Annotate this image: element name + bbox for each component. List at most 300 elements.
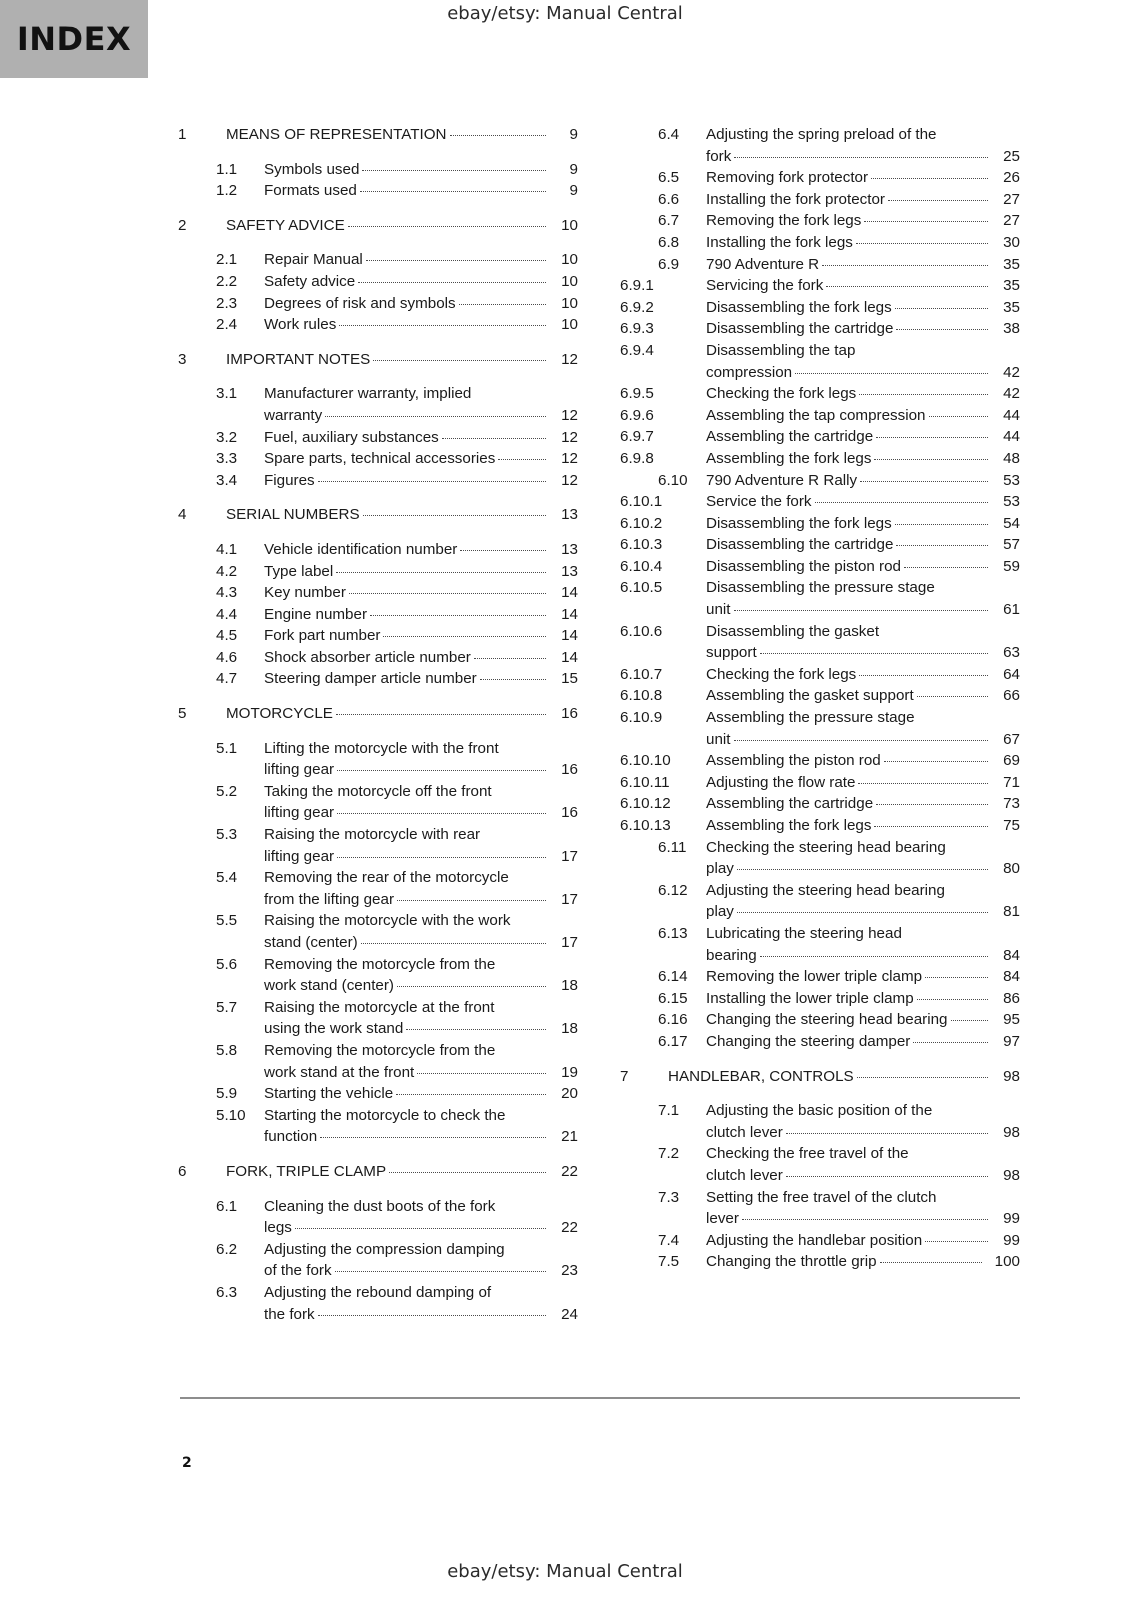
- toc-entry-page: 16: [561, 705, 578, 723]
- toc-entry[interactable]: [178, 668, 578, 690]
- toc-entry[interactable]: [620, 210, 1020, 232]
- toc-entry-page: 27: [1003, 190, 1020, 208]
- toc-entry[interactable]: [620, 318, 1020, 340]
- toc-entry[interactable]: [178, 271, 578, 293]
- toc-entry-number: 1.2: [216, 182, 238, 200]
- toc-entry-title: Steering damper article number: [264, 670, 477, 688]
- toc-entry-page: 15: [561, 670, 578, 688]
- toc-entry-title: Removing the motorcycle from the: [264, 1041, 496, 1059]
- toc-entry[interactable]: [620, 297, 1020, 319]
- toc-entry[interactable]: [620, 1031, 1020, 1053]
- dot-leader: [795, 373, 988, 374]
- toc-entry-number: 6.3: [216, 1283, 238, 1301]
- toc-entry-title-cont: bearing: [706, 946, 757, 964]
- toc-entry-title-cont: lever: [706, 1210, 739, 1228]
- toc-entry-title: Assembling the fork legs: [706, 817, 872, 834]
- toc-entry-title-cont: support: [706, 644, 757, 662]
- toc-entry-title: Checking the fork legs: [706, 665, 857, 683]
- toc-entry[interactable]: [178, 1196, 578, 1239]
- toc-entry-title-block: [264, 1196, 578, 1239]
- dot-leader: [396, 1094, 546, 1095]
- toc-entry-title-cont: lifting gear: [264, 804, 335, 822]
- toc-entry-title-cont: function: [264, 1128, 318, 1146]
- toc-entry-title: Cleaning the dust boots of the fork: [264, 1197, 496, 1215]
- toc-entry-page: 98: [1003, 1067, 1020, 1085]
- toc-entry[interactable]: [178, 383, 578, 426]
- toc-entry-title: Adjusting the handlebar position: [706, 1231, 923, 1249]
- toc-entry-number: 2.4: [216, 316, 238, 334]
- dot-leader: [913, 1042, 988, 1043]
- toc-entry[interactable]: [620, 707, 1020, 750]
- toc-entry[interactable]: [620, 815, 1020, 837]
- toc-entry-title-block: [264, 824, 578, 867]
- dot-leader: [337, 857, 546, 858]
- toc-entry[interactable]: [620, 1251, 1020, 1273]
- toc-entry[interactable]: [178, 1083, 578, 1105]
- toc-entry-number: 6.6: [658, 190, 680, 208]
- dot-leader: [450, 135, 546, 136]
- dot-leader: [917, 999, 988, 1000]
- toc-entry[interactable]: [620, 254, 1020, 276]
- toc-entry-page: 99: [1003, 1210, 1020, 1228]
- toc-entry-page: 13: [561, 506, 578, 524]
- dot-leader: [363, 515, 546, 516]
- toc-entry-number: 5: [178, 705, 187, 723]
- toc-entry-title: Disassembling the fork legs: [706, 514, 892, 532]
- toc-entry-page: 44: [1003, 428, 1020, 446]
- toc-entry-number: 6.9.3: [620, 320, 654, 338]
- toc-entry-title-block: [264, 539, 578, 561]
- toc-entry-number: 6.9.1: [620, 277, 654, 295]
- toc-entry[interactable]: [620, 275, 1020, 297]
- toc-entry[interactable]: [620, 426, 1020, 448]
- toc-entry[interactable]: [178, 539, 578, 561]
- toc-entry-page: 14: [561, 605, 578, 623]
- toc-entry-title-cont: play: [706, 860, 734, 878]
- toc-entry-title: Checking the fork legs: [706, 385, 857, 403]
- toc-entry[interactable]: [178, 647, 578, 669]
- toc-entry[interactable]: [178, 249, 578, 271]
- toc-entry-page: 10: [561, 294, 578, 312]
- toc-entry[interactable]: [620, 1009, 1020, 1031]
- toc-entry-title-cont: play: [706, 903, 734, 921]
- toc-entry-page: 100: [994, 1253, 1020, 1271]
- toc-entry-number: 5.7: [216, 998, 238, 1016]
- top-watermark: ebay/etsy: Manual Central: [447, 3, 683, 24]
- toc-entry-title-block: [264, 954, 578, 997]
- toc-entry-title-cont: work stand (center): [264, 977, 394, 995]
- toc-entry[interactable]: [178, 470, 578, 492]
- toc-entry-title: SAFETY ADVICE: [226, 216, 345, 234]
- toc-entry[interactable]: [620, 383, 1020, 405]
- dot-leader: [460, 550, 546, 551]
- toc-entry-title-block: [264, 427, 578, 449]
- toc-entry-page: 13: [561, 540, 578, 558]
- toc-entry[interactable]: [178, 448, 578, 470]
- toc-entry[interactable]: [620, 448, 1020, 470]
- toc-entry-page: 53: [1003, 471, 1020, 489]
- toc-entry[interactable]: [620, 577, 1020, 620]
- toc-entry-page: 26: [1003, 169, 1020, 187]
- dot-leader: [876, 804, 988, 805]
- toc-entry[interactable]: [178, 738, 578, 781]
- toc-entry-number: 7.1: [658, 1102, 680, 1120]
- toc-entry-number: 4.3: [216, 584, 238, 602]
- toc-entry-title: Removing fork protector: [706, 169, 869, 187]
- toc-entry-title: Lubricating the steering head: [706, 924, 902, 942]
- toc-entry[interactable]: [178, 427, 578, 449]
- toc-entry-number: 6.10.1: [620, 493, 663, 511]
- toc-entry-title: Assembling the cartridge: [706, 428, 874, 446]
- toc-entry[interactable]: [620, 664, 1020, 686]
- toc-entry-number: 6.7: [658, 212, 680, 230]
- dot-leader: [370, 615, 546, 616]
- toc-entry-title: Symbols used: [264, 160, 360, 178]
- dot-leader: [373, 360, 546, 361]
- toc-entry-title: IMPORTANT NOTES: [226, 350, 371, 368]
- toc-entry[interactable]: [620, 880, 1020, 923]
- toc-entry-page: 30: [1003, 233, 1020, 251]
- dot-leader: [895, 308, 988, 309]
- toc-entry-title-block: [706, 793, 1020, 815]
- toc-entry-number: 4.5: [216, 627, 238, 645]
- toc-entry[interactable]: [620, 189, 1020, 211]
- toc-entry[interactable]: [178, 1239, 578, 1282]
- toc-entry-title-block: [706, 923, 1020, 966]
- toc-entry-number: 5.9: [216, 1085, 238, 1103]
- toc-entry[interactable]: [620, 1187, 1020, 1230]
- toc-entry-page: 25: [1003, 147, 1020, 165]
- toc-entry-title-block: [226, 504, 578, 526]
- toc-entry-page: 35: [1003, 298, 1020, 316]
- toc-entry[interactable]: [620, 750, 1020, 772]
- toc-entry-title-cont: lifting gear: [264, 847, 335, 865]
- dot-leader: [880, 1262, 982, 1263]
- toc-entry-title: Adjusting the basic position of the: [706, 1102, 933, 1120]
- toc-entry[interactable]: [178, 954, 578, 997]
- toc-entry-title: Installing the fork protector: [706, 190, 885, 208]
- toc-entry-title: Lifting the motorcycle with the front: [264, 739, 499, 757]
- toc-entry[interactable]: [620, 340, 1020, 383]
- toc-entry[interactable]: [620, 621, 1020, 664]
- toc-entry-title: Adjusting the rebound damping of: [264, 1283, 492, 1301]
- dot-leader: [925, 1241, 988, 1242]
- toc-entry[interactable]: [620, 988, 1020, 1010]
- toc-entry-title-block: [706, 210, 1020, 232]
- dot-leader: [337, 813, 546, 814]
- toc-entry[interactable]: [178, 293, 578, 315]
- toc-entry-number: 6.12: [658, 881, 688, 899]
- dot-leader: [406, 1029, 546, 1030]
- toc-entry-title-block: [264, 604, 578, 626]
- toc-entry-title: Removing the motorcycle from the: [264, 955, 496, 973]
- toc-entry-page: 13: [561, 562, 578, 580]
- toc-entry[interactable]: [620, 1100, 1020, 1143]
- toc-entry[interactable]: [178, 1105, 578, 1148]
- toc-entry-page: 99: [1003, 1231, 1020, 1249]
- toc-entry-page: 48: [1003, 449, 1020, 467]
- dot-leader: [929, 416, 989, 417]
- dot-leader: [786, 1133, 988, 1134]
- toc-entry-number: 6.13: [658, 924, 688, 942]
- toc-entry-title-block: [706, 470, 1020, 492]
- toc-entry[interactable]: [620, 1230, 1020, 1252]
- toc-entry-title-block: [264, 314, 578, 336]
- dot-leader: [859, 675, 988, 676]
- toc-entry-page: 75: [1003, 817, 1020, 834]
- toc-entry-page: 16: [561, 761, 578, 779]
- toc-entry-page: 63: [1003, 644, 1020, 662]
- toc-entry[interactable]: [620, 556, 1020, 578]
- toc-entry-page: 61: [1003, 601, 1020, 619]
- toc-entry-title-cont: stand (center): [264, 934, 358, 951]
- toc-entry-page: 54: [1003, 514, 1020, 532]
- dot-leader: [760, 653, 988, 654]
- dot-leader: [822, 265, 988, 266]
- footer-divider: [180, 1397, 1020, 1399]
- toc-entry[interactable]: [178, 504, 578, 526]
- toc-entry[interactable]: [620, 793, 1020, 815]
- dot-leader: [336, 572, 546, 573]
- toc-entry-title-block: [264, 738, 578, 781]
- toc-entry-number: 4.6: [216, 648, 238, 666]
- toc-entry-number: 6.15: [658, 989, 688, 1007]
- toc-entry[interactable]: [178, 867, 578, 910]
- toc-entry-title: Fuel, auxiliary substances: [264, 428, 439, 446]
- toc-entry-title-block: [226, 349, 578, 371]
- toc-entry-number: 5.5: [216, 912, 238, 930]
- toc-entry[interactable]: [620, 470, 1020, 492]
- toc-entry[interactable]: [178, 824, 578, 867]
- toc-entry-title: Manufacturer warranty, implied: [264, 385, 472, 403]
- toc-entry[interactable]: [178, 215, 578, 237]
- dot-leader: [734, 740, 989, 741]
- toc-entry-title-cont: compression: [706, 363, 793, 381]
- toc-entry-title: Type label: [264, 562, 334, 580]
- dot-leader: [856, 243, 988, 244]
- toc-entry[interactable]: [178, 997, 578, 1040]
- dot-leader: [737, 912, 988, 913]
- toc-entry[interactable]: [620, 1143, 1020, 1186]
- toc-entry-title: Removing the fork legs: [706, 212, 862, 230]
- toc-entry-page: 21: [561, 1128, 578, 1146]
- dot-leader: [480, 679, 546, 680]
- toc-entry[interactable]: [178, 314, 578, 336]
- toc-entry-title: Taking the motorcycle off the front: [264, 782, 492, 800]
- dot-leader: [951, 1020, 989, 1021]
- toc-entry-title: Disassembling the cartridge: [706, 320, 894, 338]
- toc-entry-title: Shock absorber article number: [264, 648, 471, 666]
- toc-entry[interactable]: [620, 167, 1020, 189]
- toc-entry-title: Figures: [264, 471, 315, 489]
- toc-entry-title-block: [706, 837, 1020, 880]
- toc-entry-number: 7.5: [658, 1253, 680, 1271]
- toc-entry[interactable]: [178, 625, 578, 647]
- toc-entry-title: 790 Adventure R Rally: [706, 471, 858, 489]
- toc-entry-title: Checking the free travel of the: [706, 1145, 909, 1163]
- toc-entry[interactable]: [620, 772, 1020, 794]
- bottom-watermark: ebay/etsy: Manual Central: [447, 1561, 683, 1582]
- toc-entry-title: Disassembling the fork legs: [706, 298, 892, 316]
- toc-entry-page: 12: [561, 450, 578, 468]
- toc-entry-title-block: [264, 561, 578, 583]
- toc-entry[interactable]: [620, 685, 1020, 707]
- toc-entry[interactable]: [178, 349, 578, 371]
- toc-entry-title-block: [264, 910, 578, 953]
- toc-entry-title: Assembling the cartridge: [706, 795, 874, 813]
- toc-entry-number: 6.10.12: [620, 795, 671, 813]
- toc-entry[interactable]: [178, 910, 578, 953]
- dot-leader: [925, 977, 988, 978]
- toc-entry-page: 71: [1003, 773, 1020, 791]
- dot-leader: [318, 481, 546, 482]
- dot-leader: [362, 170, 546, 171]
- toc-entry[interactable]: [620, 966, 1020, 988]
- toc-entry-number: 6.10.7: [620, 665, 663, 683]
- toc-entry[interactable]: [178, 124, 578, 146]
- toc-entry[interactable]: [620, 1066, 1020, 1088]
- toc-entry-number: 6.9.8: [620, 449, 654, 467]
- toc-entry-title-block: [264, 867, 578, 910]
- dot-leader: [815, 502, 988, 503]
- toc-entry-page: 22: [561, 1162, 578, 1180]
- toc-entry-title-cont: fork: [706, 147, 732, 165]
- toc-entry-title-block: [706, 513, 1020, 535]
- toc-entry[interactable]: [620, 534, 1020, 556]
- dot-leader: [459, 304, 546, 305]
- toc-entry[interactable]: [178, 561, 578, 583]
- toc-entry[interactable]: [178, 1161, 578, 1183]
- toc-entry-page: 9: [569, 182, 578, 200]
- toc-entry-page: 53: [1003, 493, 1020, 511]
- toc-entry-number: 2.3: [216, 294, 238, 312]
- toc-entry-number: 6.4: [658, 126, 680, 143]
- toc-entry[interactable]: [620, 837, 1020, 880]
- toc-entry-title-block: [706, 1100, 1020, 1143]
- toc-entry-title: Changing the steering damper: [706, 1032, 911, 1050]
- dot-leader: [366, 260, 546, 261]
- toc-entry[interactable]: [178, 582, 578, 604]
- toc-entry-title: Installing the lower triple clamp: [706, 989, 914, 1007]
- dot-leader: [917, 696, 988, 697]
- toc-entry-title-block: [226, 124, 578, 146]
- toc-entry-number: 6.2: [216, 1240, 238, 1258]
- toc-entry-number: 1: [178, 126, 187, 143]
- toc-entry-title-block: [706, 621, 1020, 664]
- toc-entry-title: Disassembling the tap: [706, 341, 856, 359]
- dot-leader: [864, 221, 988, 222]
- toc-entry-title-block: [706, 1230, 1020, 1252]
- dot-leader: [337, 770, 546, 771]
- toc-entry-title: Adjusting the compression damping: [264, 1240, 505, 1258]
- dot-leader: [361, 943, 546, 944]
- toc-entry-page: 86: [1003, 989, 1020, 1007]
- toc-entry-number: 6.9: [658, 255, 680, 273]
- toc-entry-title: Changing the throttle grip: [706, 1253, 877, 1271]
- toc-entry-title-block: [706, 750, 1020, 772]
- toc-entry[interactable]: [178, 159, 578, 181]
- toc-entry-title-cont: warranty: [264, 406, 323, 424]
- toc-entry[interactable]: [178, 604, 578, 626]
- toc-entry-page: 42: [1003, 385, 1020, 403]
- toc-entry-number: 1.1: [216, 160, 238, 178]
- toc-entry-number: 5.10: [216, 1106, 246, 1124]
- toc-entry-title-block: [706, 405, 1020, 427]
- toc-entry-title-block: [706, 426, 1020, 448]
- toc-entry-number: 6.9.2: [620, 298, 654, 316]
- toc-entry-number: 6.10: [658, 471, 688, 489]
- page-number: 2: [182, 1455, 192, 1471]
- toc-entry-title: Adjusting the flow rate: [706, 773, 856, 791]
- dot-leader: [876, 437, 988, 438]
- dot-leader: [826, 286, 988, 287]
- toc-entry-title: Assembling the gasket support: [706, 687, 914, 705]
- table-of-contents: [178, 124, 1020, 1325]
- toc-entry-page: 12: [561, 428, 578, 446]
- toc-entry[interactable]: [620, 491, 1020, 513]
- toc-entry-title-block: [264, 180, 578, 202]
- toc-entry[interactable]: [620, 232, 1020, 254]
- toc-entry-title-block: [706, 1251, 1020, 1273]
- toc-entry-page: 24: [561, 1305, 578, 1323]
- toc-entry-title-block: [706, 1187, 1020, 1230]
- toc-entry-number: 6.5: [658, 169, 680, 187]
- toc-entry-title-block: [264, 159, 578, 181]
- toc-entry-title: Spare parts, technical accessories: [264, 450, 496, 468]
- toc-entry[interactable]: [178, 1282, 578, 1325]
- toc-entry-title-cont: work stand at the front: [264, 1063, 415, 1081]
- toc-entry[interactable]: [620, 124, 1020, 167]
- toc-entry-page: 9: [569, 126, 578, 143]
- toc-entry-title: HANDLEBAR, CONTROLS: [668, 1067, 854, 1085]
- toc-entry-title-block: [264, 625, 578, 647]
- toc-entry-title-block: [706, 297, 1020, 319]
- toc-left-column: [178, 124, 578, 1325]
- toc-entry-number: 6.10.8: [620, 687, 663, 705]
- toc-entry-page: 69: [1003, 752, 1020, 770]
- dot-leader: [874, 826, 988, 827]
- toc-entry[interactable]: [178, 180, 578, 202]
- toc-entry-title: Work rules: [264, 316, 337, 334]
- toc-entry-title: Key number: [264, 584, 346, 602]
- toc-entry-number: 4.7: [216, 670, 238, 688]
- toc-entry-page: 12: [561, 471, 578, 489]
- toc-entry[interactable]: [620, 405, 1020, 427]
- toc-entry-number: 6: [178, 1162, 187, 1180]
- toc-entry-number: 6.11: [658, 838, 687, 856]
- toc-entry-page: 35: [1003, 255, 1020, 273]
- toc-entry-number: 6.10.9: [620, 709, 663, 727]
- toc-entry[interactable]: [178, 703, 578, 725]
- toc-entry-title-block: [264, 1239, 578, 1282]
- toc-entry-title: Adjusting the spring preload of the: [706, 126, 937, 143]
- toc-entry[interactable]: [178, 781, 578, 824]
- toc-entry-page: 20: [561, 1085, 578, 1103]
- toc-entry-number: 7.3: [658, 1188, 680, 1206]
- toc-entry-page: 23: [561, 1262, 578, 1280]
- toc-entry-number: 6.16: [658, 1011, 688, 1029]
- dot-leader: [320, 1137, 546, 1138]
- dot-leader: [325, 416, 546, 417]
- toc-entry[interactable]: [620, 513, 1020, 535]
- toc-entry-page: 22: [561, 1219, 578, 1237]
- toc-entry[interactable]: [620, 923, 1020, 966]
- toc-entry[interactable]: [178, 1040, 578, 1083]
- toc-entry-title-block: [706, 577, 1020, 620]
- toc-entry-number: 6.8: [658, 233, 680, 251]
- toc-entry-title: Assembling the tap compression: [706, 406, 926, 424]
- dot-leader: [760, 956, 988, 957]
